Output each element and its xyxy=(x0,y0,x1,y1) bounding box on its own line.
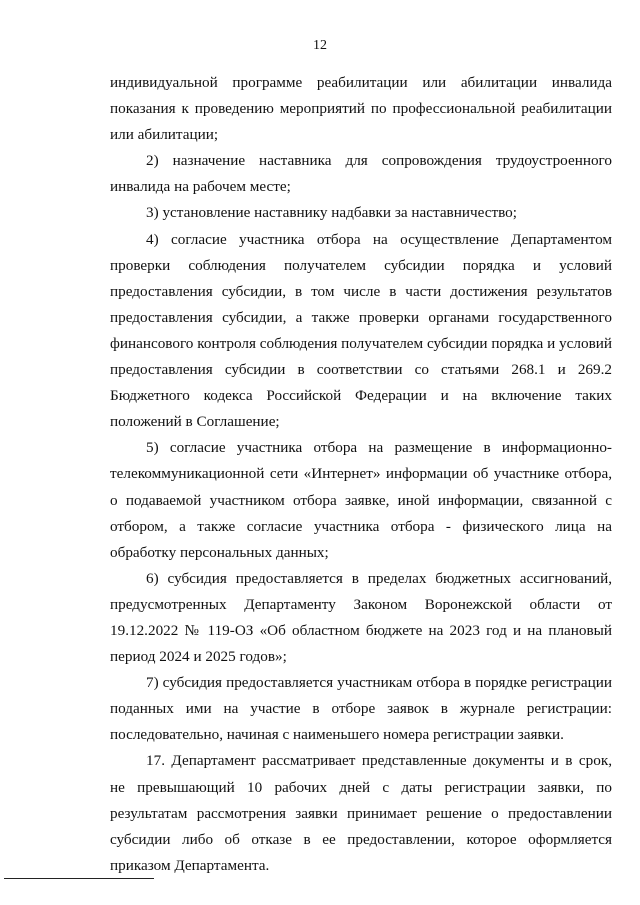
paragraph-item-5: 5) согласие участника отбора на размещение в информационно-телекоммуникационной сети «Интернет» информации об участнике отбора, о подаваемой участником отбора заявке, иной информации, связанной с отбором, а также согласие участника отбора - физического лица на обработку персональных данных; xyxy=(110,439,612,561)
paragraph-item-6: 6) субсидия предоставляется в пределах бюджетных ассигнований, предусмотренных Департаменту Законом Воронежской области от 19.12.2022 № 119-ОЗ «Об областном бюджете на 2023 год и на плановый период 2024 и 2025 годов»; xyxy=(110,569,612,666)
paragraph-item-4: 4) согласие участника отбора на осуществление Департаментом проверки соблюдения получателем субсидии порядка и условий предоставления субсидии, в том числе в части достижения результатов предоставления субсидии, а также проверки органами государственного финансового контроля соблюдения получателем субсидии порядка и условий предоставления субсидии в соответствии со статьями 268.1 и 269.2 Бюджетного кодекса Российской Федерации и на включение таких положений в Соглашение; xyxy=(110,230,612,431)
paragraph-item-3: 3) установление наставнику надбавки за наставничество; xyxy=(146,204,517,222)
paragraph-clause-17: 17. Департамент рассматривает представленные документы и в срок, не превышающий 10 рабочих дней с даты регистрации заявки, по результатам рассмотрения заявки принимает решение о предоставлении субсидии либо об отказе в ее предоставлении, которое оформляется приказом Департамента. xyxy=(110,752,612,874)
paragraph-continuation: индивидуальной программе реабилитации или абилитации инвалида показания к проведению мероприятий по профессиональной реабилитации или абилитации; xyxy=(110,74,612,144)
page-number: 12 xyxy=(313,38,327,53)
document-body xyxy=(110,70,612,879)
paragraph-item-7: 7) субсидия предоставляется участникам отбора в порядке регистрации поданных ими на участие в отборе заявок в журнале регистрации: последовательно, начиная с наименьшего номера регистрации заявки. xyxy=(110,674,612,744)
footnote-divider xyxy=(4,878,154,879)
paragraph-item-2: 2) назначение наставника для сопровождения трудоустроенного инвалида на рабочем месте; xyxy=(110,152,612,196)
